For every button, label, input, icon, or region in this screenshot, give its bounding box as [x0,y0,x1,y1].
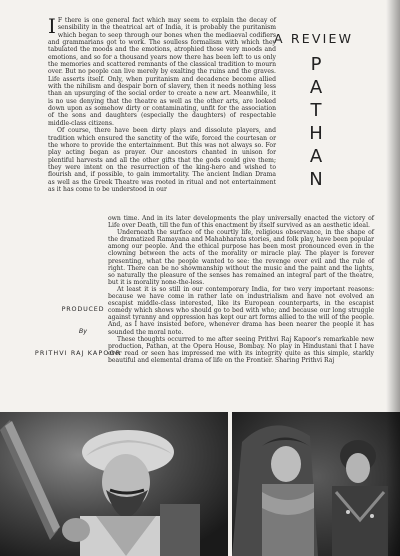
title-letter: N [309,169,323,190]
title-letter: H [309,123,323,144]
intro-paragraph-1 [48,14,276,127]
paragraph-4: At least it is so still in our contemporary India, for two very important reasons: because we have come in rather late on industrialism and have not evolved an escapist middle-class interested, like its European counterparts, in the escapist comedy which shows who should go to bed with who; and because our long struggle against tyranny and oppression has kept our art forms allied to the will of the people. And, as I have insisted before, whenever drama has been nearer the people it has sounded the moral note. [108,285,374,336]
credit-author: PRITHVI RAJ KAPOOR [34,349,122,357]
paragraph-continued: own time. And in its later developments the play universally enacted the victory of Life over Death, till the fun of this enactment by itself survived as an aesthetic ideal. [108,215,374,230]
page-edge-shadow [386,0,400,556]
review-heading: A REVIEW [274,31,354,46]
drop-cap: I [48,14,56,38]
title-letter: A [309,146,323,167]
intro-paragraph-1-text: F there is one general fact which may seem to explain the decay of sensibility in the theatrical art of India, it is probably the puritanism which began to seep through our bones when the mediaeval codifiers and grammarians got to work. The soulless formalism with which they tabulated the moods and the emotions, atrophied those very moods and emotions, and so for a thousand years now there has been left to us only the memories and scattered remnants of the classical tradition to mourn over. But no people can live merely by exalting the ruins and the graves. Life asserts itself. Only, when puritanism and decadence become allied with the nihilism and despair born of slavery, then it needs nothing less than an upsurging of the social order to create a new art. Meanwhile, it is no use denying that the theatre as well as the other arts, are looked down upon as somehow dirty or contaminating, unfit for the association of the sons and daughters (especially the daughters) of respectable middle-class citizens. [48,17,276,127]
photo-actor-with-rifle [0,412,228,556]
lower-column [108,215,374,364]
photo-actresses [232,412,400,556]
title-letter: A [309,77,323,98]
play-title-vertical [306,53,326,191]
credit-by: By [78,327,88,335]
production-credit [34,305,128,357]
paragraph-3: Underneath the surface of the courtly life, religious observance, in the shape of the dramatized Ramayana and Mahabharata stories, and folk play, have been popular among our people. And the ethical purpose has been most pronounced even in the clowning between the acts of the morality or miracle play. The player is forever presenting, what the people wanted to see: the revenge over evil and the rule of right. There can be no showmanship without the music and the paint and the lights, so naturally the pleasure of the senses has remained an integral part of the theatre, but it is morality none-the-less. [108,229,374,286]
title-letter: P [310,54,322,75]
paragraph-5: These thoughts occurred to me after seeing Prithvi Raj Kapoor's remarkable new production, Pathan, at the Opera House, Bombay. No play in Hindustani that I have ever read or seen has impressed me with its integrity quite as this simple, starkly beautiful and elemental drama of life on the Frontier. Sharing Prithvi Raj [108,335,374,364]
intro-paragraph-2: Of course, there have been dirty plays and dissolute players, and tradition which ensured the sanctity of the wife, forced the courtesan or the whore to provide the entertainment. But this was not always so. For play acting began as prayer. Our ancestors chanted in unison for plentiful harvests and all the other gifts that the gods could give them; they were intent on the resurrection of the king-hero and wished to flourish and, if possible, to gain immortality. The ancient Indian Drama as well as the Greek Theatre was rooted in ritual and not entertainment as it has come to be understood in our [48,127,276,193]
credit-produced: PRODUCED [61,305,105,313]
photo-right-image [232,412,400,556]
title-letter: T [310,100,322,121]
intro-column [48,14,276,193]
photo-left-image [0,412,228,556]
